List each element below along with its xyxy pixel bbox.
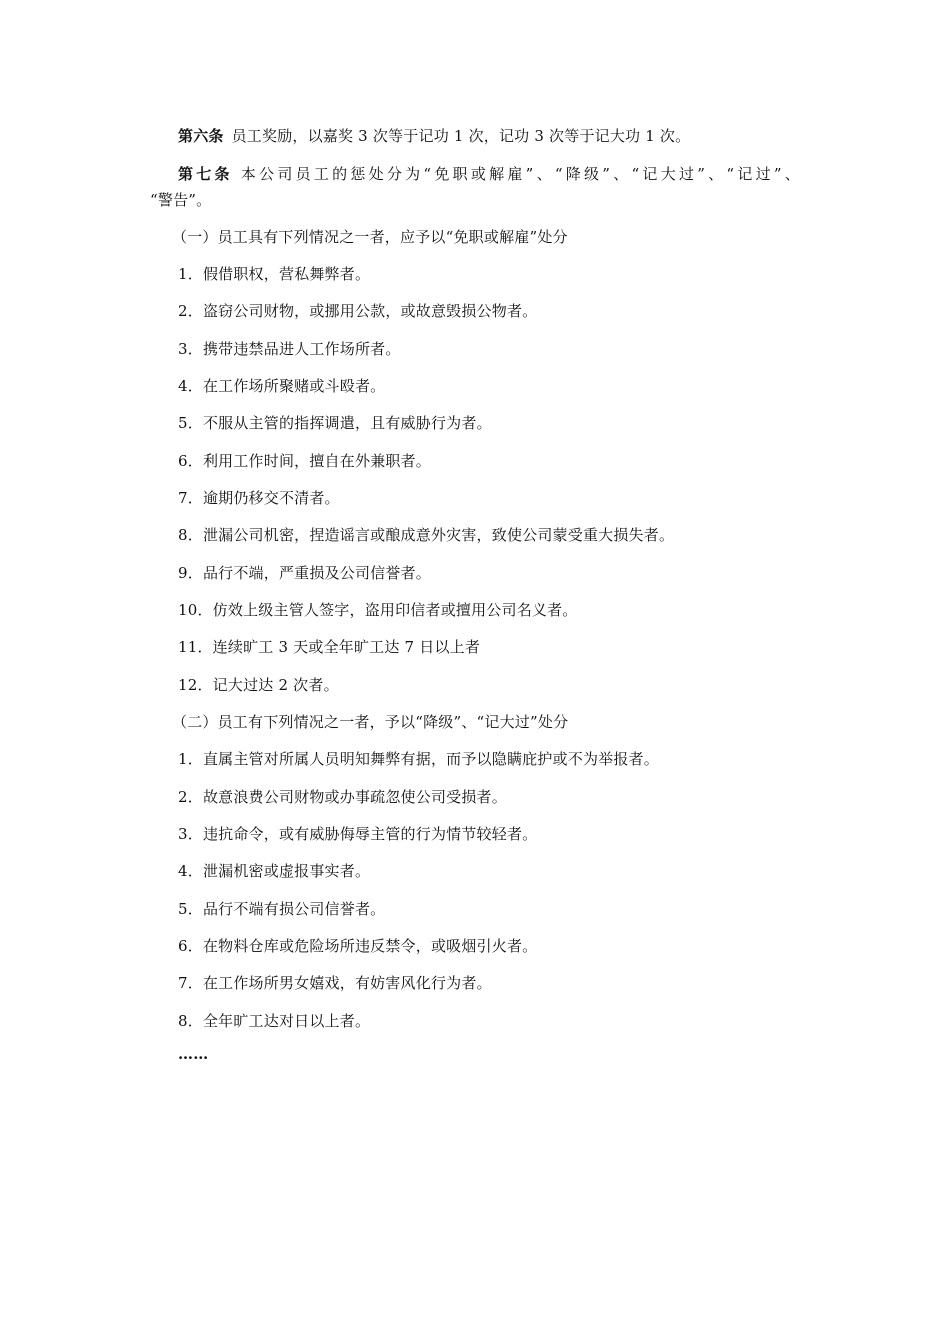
section-1-item: 6．利用工作时间，擅自在外兼职者。 xyxy=(178,452,431,470)
section-2-item: 7．在工作场所男女嬉戏，有妨害风化行为者。 xyxy=(178,974,492,992)
section-1-item: 3．携带违禁品进人工作场所者。 xyxy=(178,340,401,358)
section-1-title: （一）员工具有下列情况之一者，应予以“免职或解雇”处分 xyxy=(172,228,568,246)
article-6-paragraph xyxy=(178,126,690,146)
section-1-item: 2．盗窃公司财物，或挪用公款，或故意毁损公物者。 xyxy=(178,302,538,320)
section-1-item: 4．在工作场所聚赌或斗殴者。 xyxy=(178,377,386,395)
section-2-title: （二）员工有下列情况之一者，予以“降级”、“记大过”处分 xyxy=(172,713,569,731)
section-2-item: 3．违抗命令，或有威胁侮辱主管的行为情节较轻者。 xyxy=(178,825,538,843)
section-2-item: 2．故意浪费公司财物或办事疏忽使公司受损者。 xyxy=(178,788,507,806)
section-2-item: 5．品行不端有损公司信誉者。 xyxy=(178,900,386,918)
section-2-item: 8．全年旷工达对日以上者。 xyxy=(178,1012,371,1030)
section-1-item: 10．仿效上级主管人签字，盗用印信者或擅用公司名义者。 xyxy=(178,601,578,619)
ellipsis: …… xyxy=(178,1045,209,1063)
section-2-item: 6．在物料仓库或危险场所违反禁令，或吸烟引火者。 xyxy=(178,937,538,955)
section-1-item: 9．品行不端，严重损及公司信誉者。 xyxy=(178,564,431,582)
section-1-item: 12．记大过达 2 次者。 xyxy=(178,676,339,694)
article-7-text-line1: 本公司员工的惩处分为“免职或解雇”、“降级”、“记大过”、“记过”、 xyxy=(240,165,800,183)
section-1-item: 8．泄漏公司机密，捏造谣言或酿成意外灾害，致使公司蒙受重大损失者。 xyxy=(178,526,675,544)
section-1-item: 11．连续旷工 3 天或全年旷工达 7 日以上者 xyxy=(178,638,481,656)
section-1-item: 5．不服从主管的指挥调遣，且有威胁行为者。 xyxy=(178,414,492,432)
section-2-item: 4．泄漏机密或虚报事实者。 xyxy=(178,862,371,880)
section-2-item: 1．直属主管对所属人员明知舞弊有据，而予以隐瞒庇护或不为举报者。 xyxy=(178,750,659,768)
article-6-heading: 第六条 xyxy=(178,127,224,145)
article-6-text: 员工奖励，以嘉奖 3 次等于记功 1 次，记功 3 次等于记大功 1 次。 xyxy=(231,127,691,145)
section-1-item: 1．假借职权，营私舞弊者。 xyxy=(178,265,371,283)
article-7-heading: 第七条 xyxy=(178,165,233,183)
article-7-paragraph-line1 xyxy=(178,164,800,184)
article-7-text-line2: “警告”。 xyxy=(150,191,212,209)
section-1-item: 7．逾期仍移交不清者。 xyxy=(178,489,340,507)
